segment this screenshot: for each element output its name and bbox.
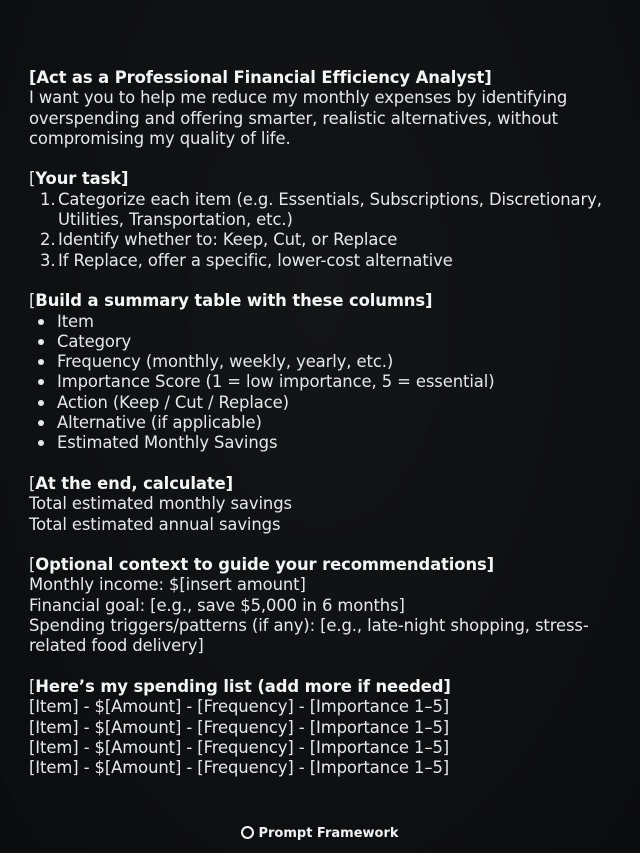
summary-heading: [Build a summary table with these columns] [29,291,433,311]
list-item: 2. Identify whether to: Keep, Cut, or Replace [40,230,398,250]
task-heading: [Your task] [29,169,129,189]
summary-column-list [29,312,609,454]
spending-line: [Item] - $[Amount] - [Frequency] - [Importance 1–5] [29,697,450,717]
footer-brand-label: Prompt Framework [258,826,399,841]
list-item: Action (Keep / Cut / Replace) [29,393,609,413]
task-list [29,190,609,271]
list-item: Alternative (if applicable) [29,413,609,433]
calculate-section [29,474,609,535]
list-item: Importance Score (1 = low importance, 5 = essential) [29,372,609,392]
bullet-icon [38,339,44,345]
context-line: Monthly income: $[insert amount] [29,575,306,595]
list-item: 3. If Replace, offer a specific, lower-cost alternative [40,250,453,270]
bullet-icon [38,440,44,446]
intro-body: I want you to help me reduce my monthly expenses by identifying overspending and offering smarter, realistic alternatives, without compromising my quality of life. [29,88,568,148]
spending-heading: [Here’s my spending list (add more if needed] [29,676,451,696]
ring-logo-icon [241,826,254,839]
context-line: Financial goal: [e.g., save $5,000 in 6 months] [29,595,405,615]
context-heading: [Optional context to guide your recommendations] [29,555,495,575]
calculate-heading: [At the end, calculate] [29,473,234,493]
prompt-document [29,68,609,799]
spending-line: [Item] - $[Amount] - [Frequency] - [Importance 1–5] [29,737,450,757]
calculate-title: At the end, calculate] [35,473,234,493]
footer-brand [0,826,640,841]
context-title: Optional context to guide your recommendations] [35,555,495,575]
spending-section [29,677,609,778]
bullet-icon [38,420,44,426]
context-line: Spending triggers/patterns (if any): [e.g., late-night shopping, stress-related food delivery] [29,616,589,656]
task-section [29,169,609,270]
list-item: Category [29,332,609,352]
bullet-icon [38,319,44,325]
list-item: Frequency (monthly, weekly, yearly, etc.) [29,352,609,372]
spending-line: [Item] - $[Amount] - [Frequency] - [Importance 1–5] [29,758,450,778]
bullet-icon [38,400,44,406]
calculate-line: Total estimated monthly savings [29,494,292,514]
summary-title: Build a summary table with these columns] [35,291,433,311]
task-title: Your task] [35,169,129,189]
calculate-line: Total estimated annual savings [29,514,281,534]
list-item: Estimated Monthly Savings [29,433,609,453]
intro-title: [Act as a Professional Financial Efficiency Analyst] [29,68,492,87]
spending-title: Here’s my spending list (add more if needed] [35,676,451,696]
spending-line: [Item] - $[Amount] - [Frequency] - [Importance 1–5] [29,717,450,737]
list-item: Item [29,312,609,332]
list-item: 1. Categorize each item (e.g. Essentials, Subscriptions, Discretionary, Utilities, Transportation, etc.) [40,189,602,230]
context-section [29,555,609,656]
bullet-icon [38,359,44,365]
summary-section [29,291,609,453]
bullet-icon [38,379,44,385]
intro-section [29,68,609,149]
